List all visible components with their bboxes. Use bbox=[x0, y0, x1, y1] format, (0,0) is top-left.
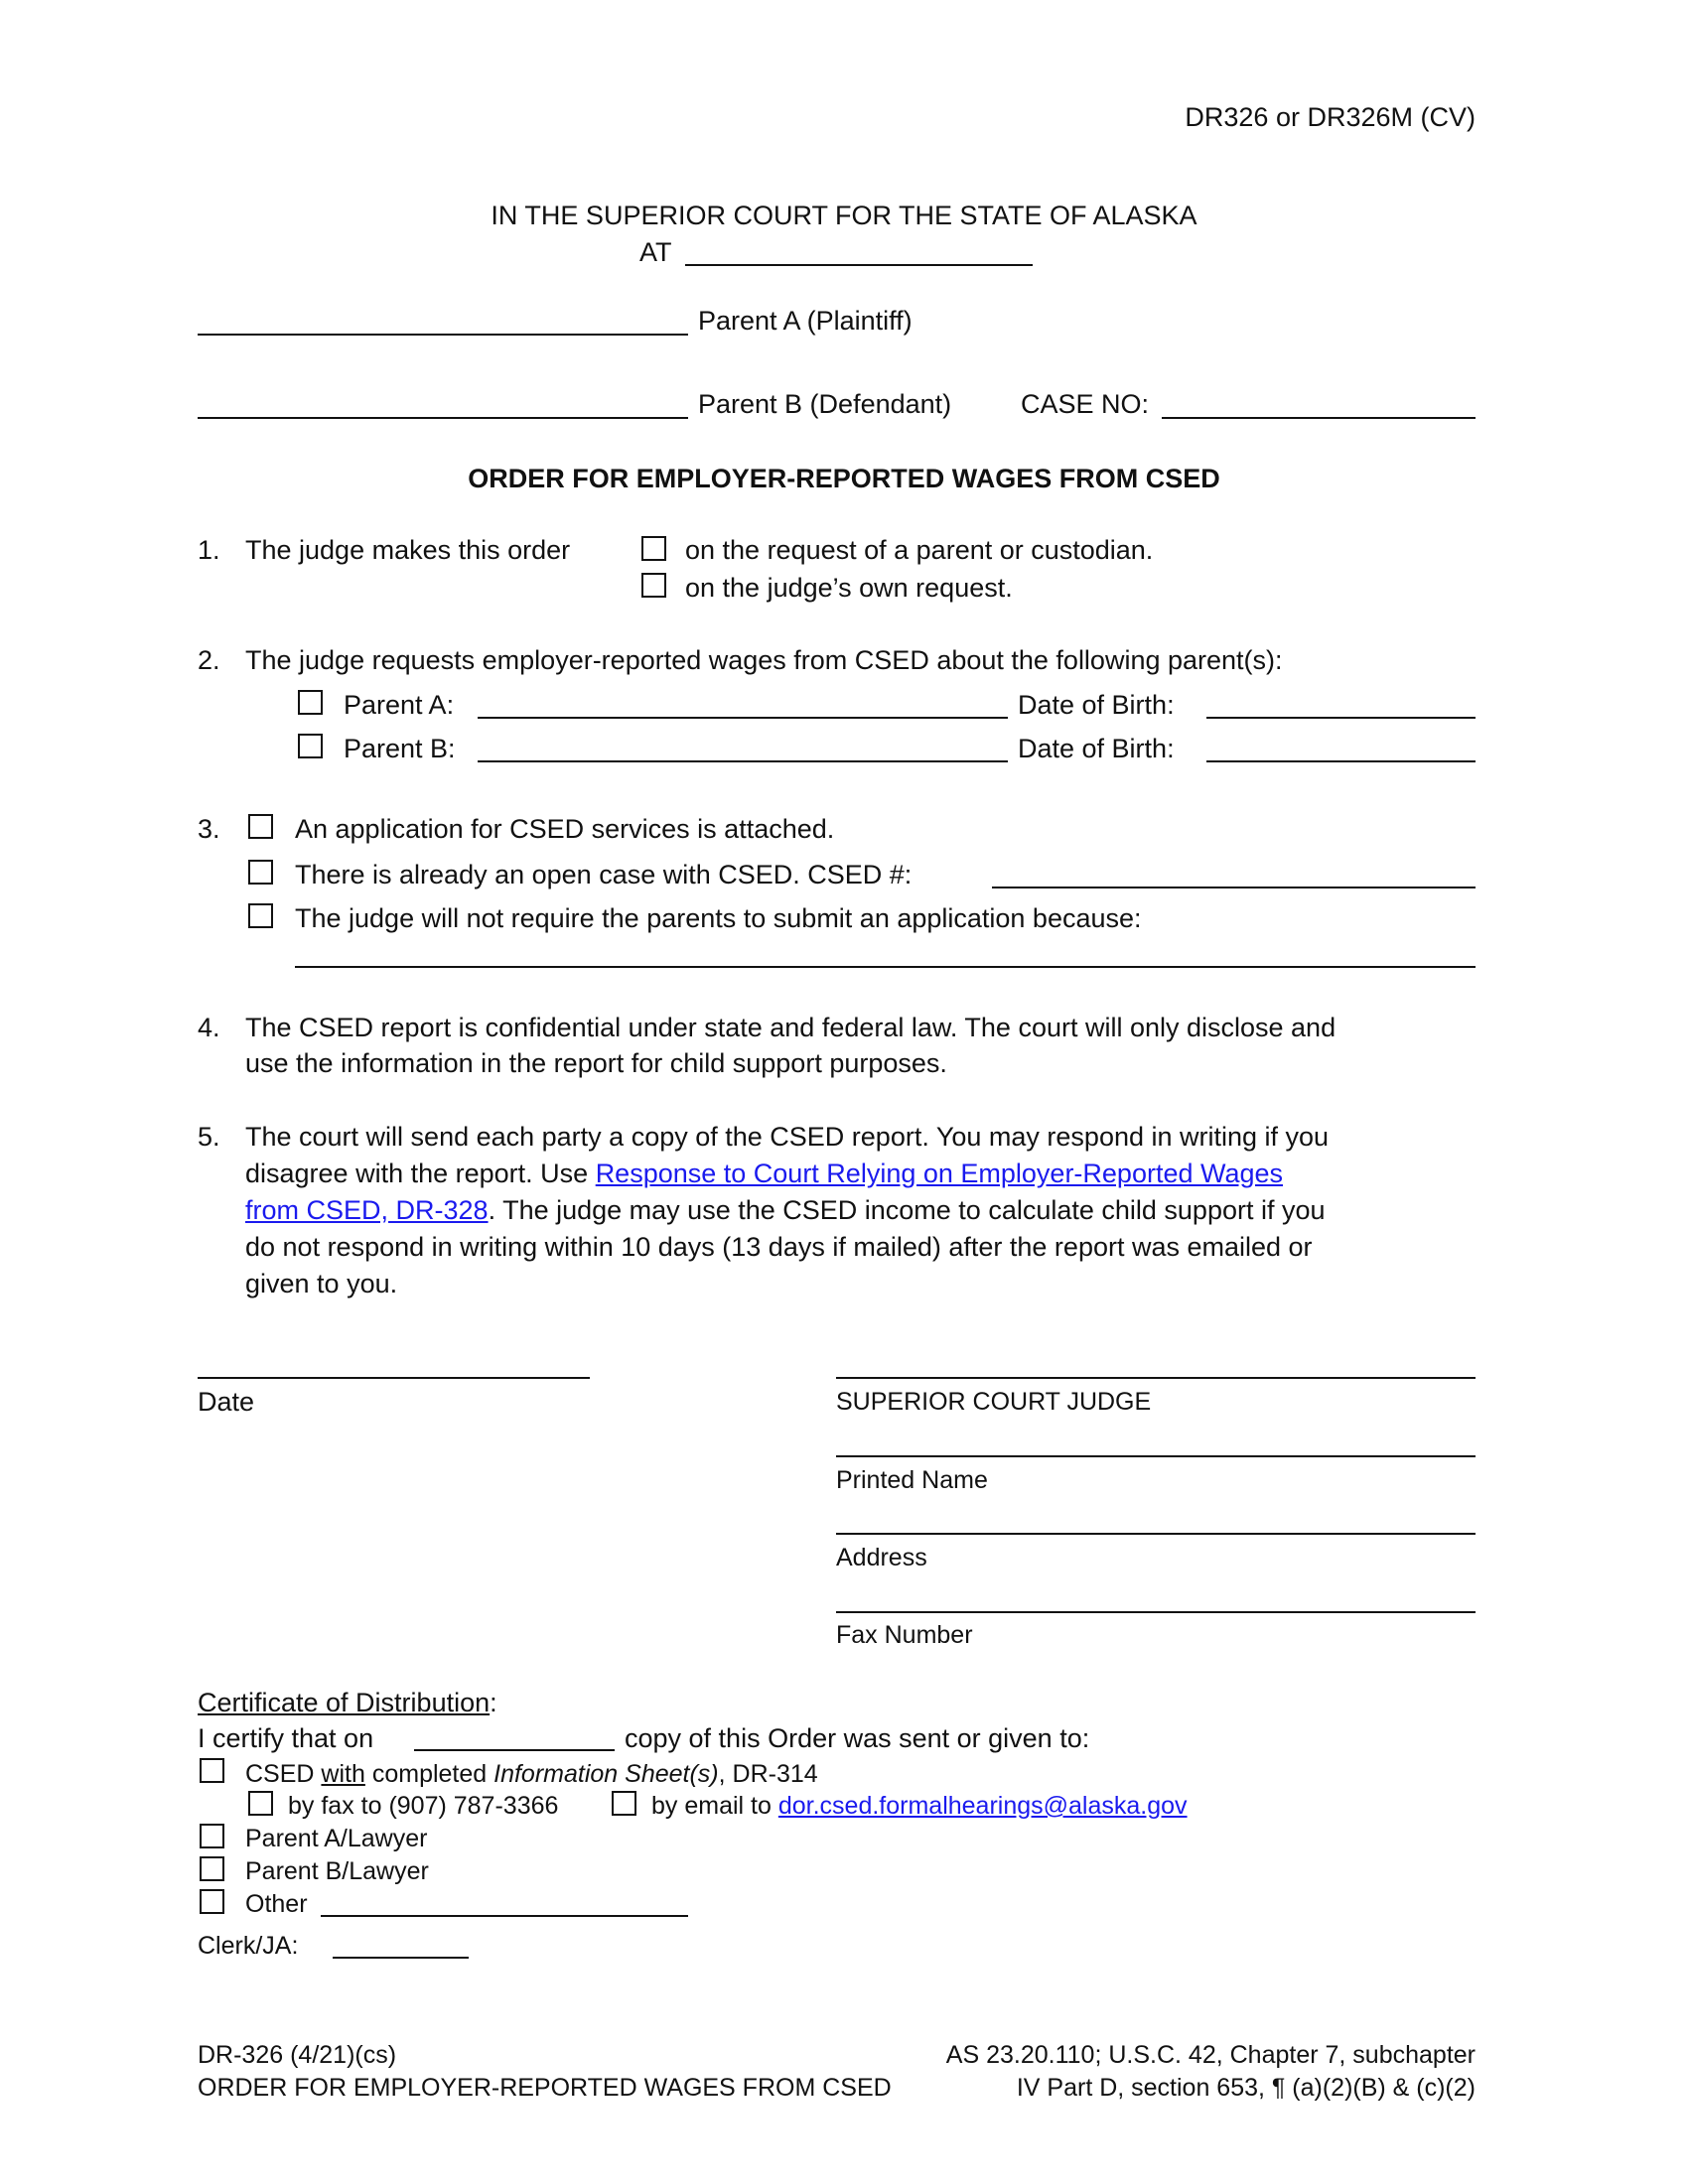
item-3-number: 3. bbox=[198, 814, 220, 844]
case-no-field[interactable] bbox=[1162, 417, 1476, 419]
other-field[interactable] bbox=[321, 1915, 688, 1917]
parent-b-dob-label: Date of Birth: bbox=[1018, 734, 1175, 763]
court-title: IN THE SUPERIOR COURT FOR THE STATE OF ALASKA bbox=[491, 201, 1197, 230]
parent-b-lawyer-label: Parent B/Lawyer bbox=[245, 1857, 429, 1885]
item-3-option-1: An application for CSED services is attached. bbox=[295, 814, 835, 844]
certificate-heading-text: Certificate of Distribution bbox=[198, 1688, 491, 1717]
checkbox-parent-a[interactable] bbox=[298, 690, 323, 715]
item-1-text: The judge makes this order bbox=[245, 535, 571, 565]
checkbox-csed[interactable] bbox=[200, 1758, 224, 1783]
email-link[interactable]: dor.csed.formalhearings@alaska.gov bbox=[777, 1792, 1188, 1820]
checkbox-application-attached[interactable] bbox=[248, 814, 273, 839]
csed-number-field[interactable] bbox=[992, 887, 1476, 888]
item-5-line-3-text: . The judge may use the CSED income to calculate child support if you bbox=[488, 1195, 1326, 1225]
checkbox-judge-request[interactable] bbox=[641, 573, 666, 598]
item-5-line-2 bbox=[245, 1160, 1283, 1187]
footer-statute-2: IV Part D, section 653, ¶ (a)(2)(B) & (c)(2) bbox=[1016, 2074, 1476, 2102]
judge-label: SUPERIOR COURT JUDGE bbox=[836, 1388, 1152, 1416]
footer-code: DR-326 (4/21)(cs) bbox=[198, 2041, 397, 2069]
item-1-option-2: on the judge’s own request. bbox=[685, 573, 1013, 603]
printed-name-label: Printed Name bbox=[836, 1466, 988, 1494]
document-title: ORDER FOR EMPLOYER-REPORTED WAGES FROM CSED bbox=[468, 464, 1220, 493]
parent-a-name-field[interactable] bbox=[198, 334, 688, 336]
footer-title: ORDER FOR EMPLOYER-REPORTED WAGES FROM CSED bbox=[198, 2074, 892, 2102]
certificate-heading-colon: : bbox=[490, 1688, 497, 1717]
fax-number-field[interactable] bbox=[836, 1611, 1476, 1613]
item-2-number: 2. bbox=[198, 645, 220, 675]
item-4-line-1: The CSED report is confidential under state and federal law. The court will only disclose and bbox=[245, 1013, 1336, 1042]
item-5-line-1: The court will send each party a copy of the CSED report. You may respond in writing if you bbox=[245, 1122, 1330, 1152]
parent-a-lawyer-label: Parent A/Lawyer bbox=[245, 1825, 428, 1852]
form-code: DR326 or DR326M (CV) bbox=[1185, 102, 1476, 132]
item-2-text: The judge requests employer-reported wages from CSED about the following parent(s): bbox=[245, 645, 1283, 675]
parent-a-field[interactable] bbox=[478, 717, 1008, 719]
footer-statute-1: AS 23.20.110; U.S.C. 42, Chapter 7, subchapter bbox=[945, 2041, 1476, 2069]
item-4-number: 4. bbox=[198, 1013, 220, 1042]
reason-field[interactable] bbox=[295, 966, 1476, 968]
checkbox-other[interactable] bbox=[200, 1889, 224, 1914]
parent-b-name-field[interactable] bbox=[198, 417, 688, 419]
case-no-label: CASE NO: bbox=[1021, 389, 1150, 419]
address-label: Address bbox=[836, 1544, 927, 1571]
parent-a-row-label: Parent A: bbox=[344, 690, 455, 720]
checkbox-by-email[interactable] bbox=[612, 1791, 636, 1816]
item-3-option-2: There is already an open case with CSED. CSED #: bbox=[295, 860, 913, 889]
parent-b-row-label: Parent B: bbox=[344, 734, 456, 763]
dr-328-link[interactable]: Response to Court Relying on Employer-Reported Wages bbox=[595, 1159, 1284, 1188]
certify-pre: I certify that on bbox=[198, 1723, 374, 1753]
parent-b-field[interactable] bbox=[478, 760, 1008, 762]
by-email-line bbox=[651, 1794, 1188, 1819]
parent-a-dob-label: Date of Birth: bbox=[1018, 690, 1175, 720]
parent-b-dob-field[interactable] bbox=[1206, 760, 1476, 762]
checkbox-open-case[interactable] bbox=[248, 860, 273, 885]
parent-a-dob-field[interactable] bbox=[1206, 717, 1476, 719]
fax-number-label: Fax Number bbox=[836, 1621, 973, 1649]
other-label: Other bbox=[245, 1890, 308, 1918]
item-5-number: 5. bbox=[198, 1122, 220, 1152]
completed-label: completed bbox=[364, 1760, 494, 1788]
checkbox-no-application[interactable] bbox=[248, 903, 273, 928]
item-1-number: 1. bbox=[198, 535, 220, 565]
certificate-heading bbox=[198, 1690, 497, 1716]
date-field[interactable] bbox=[198, 1377, 590, 1379]
clerk-field[interactable] bbox=[333, 1957, 469, 1959]
certify-post: copy of this Order was sent or given to: bbox=[625, 1723, 1090, 1753]
date-label: Date bbox=[198, 1387, 255, 1417]
parent-a-label: Parent A (Plaintiff) bbox=[698, 306, 913, 336]
checkbox-parent-request[interactable] bbox=[641, 536, 666, 561]
checkbox-parent-b[interactable] bbox=[298, 734, 323, 758]
csed-line bbox=[245, 1762, 818, 1787]
parent-b-label: Parent B (Defendant) bbox=[698, 389, 952, 419]
clerk-label: Clerk/JA: bbox=[198, 1932, 299, 1960]
item-5-line-4: do not respond in writing within 10 days (13 days if mailed) after the report was emailed or bbox=[245, 1232, 1313, 1262]
printed-name-field[interactable] bbox=[836, 1455, 1476, 1457]
item-3-option-3: The judge will not require the parents to submit an application because: bbox=[295, 903, 1142, 933]
certify-date-field[interactable] bbox=[414, 1749, 615, 1751]
by-fax-label: by fax to (907) 787-3366 bbox=[288, 1792, 559, 1820]
dr-328-link-cont[interactable]: from CSED, DR-328 bbox=[245, 1195, 489, 1225]
checkbox-parent-a-lawyer[interactable] bbox=[200, 1824, 224, 1848]
address-field[interactable] bbox=[836, 1533, 1476, 1535]
court-location-field[interactable] bbox=[685, 264, 1033, 266]
with-label: with bbox=[321, 1760, 365, 1788]
item-4-line-2: use the information in the report for child support purposes. bbox=[245, 1048, 947, 1078]
item-5-line-2-text: disagree with the report. Use bbox=[245, 1159, 596, 1188]
by-email-label: by email to bbox=[651, 1792, 772, 1820]
judge-signature-field[interactable] bbox=[836, 1377, 1476, 1379]
checkbox-by-fax[interactable] bbox=[248, 1791, 273, 1816]
checkbox-parent-b-lawyer[interactable] bbox=[200, 1856, 224, 1881]
info-sheet-label: Information Sheet(s) bbox=[493, 1760, 719, 1788]
item-5-line-3 bbox=[245, 1197, 1326, 1224]
dr314-label: , DR-314 bbox=[718, 1760, 818, 1788]
item-5-line-5: given to you. bbox=[245, 1269, 398, 1298]
item-1-option-1: on the request of a parent or custodian. bbox=[685, 535, 1154, 565]
court-at-label: AT bbox=[639, 237, 672, 267]
csed-label: CSED bbox=[245, 1760, 315, 1788]
